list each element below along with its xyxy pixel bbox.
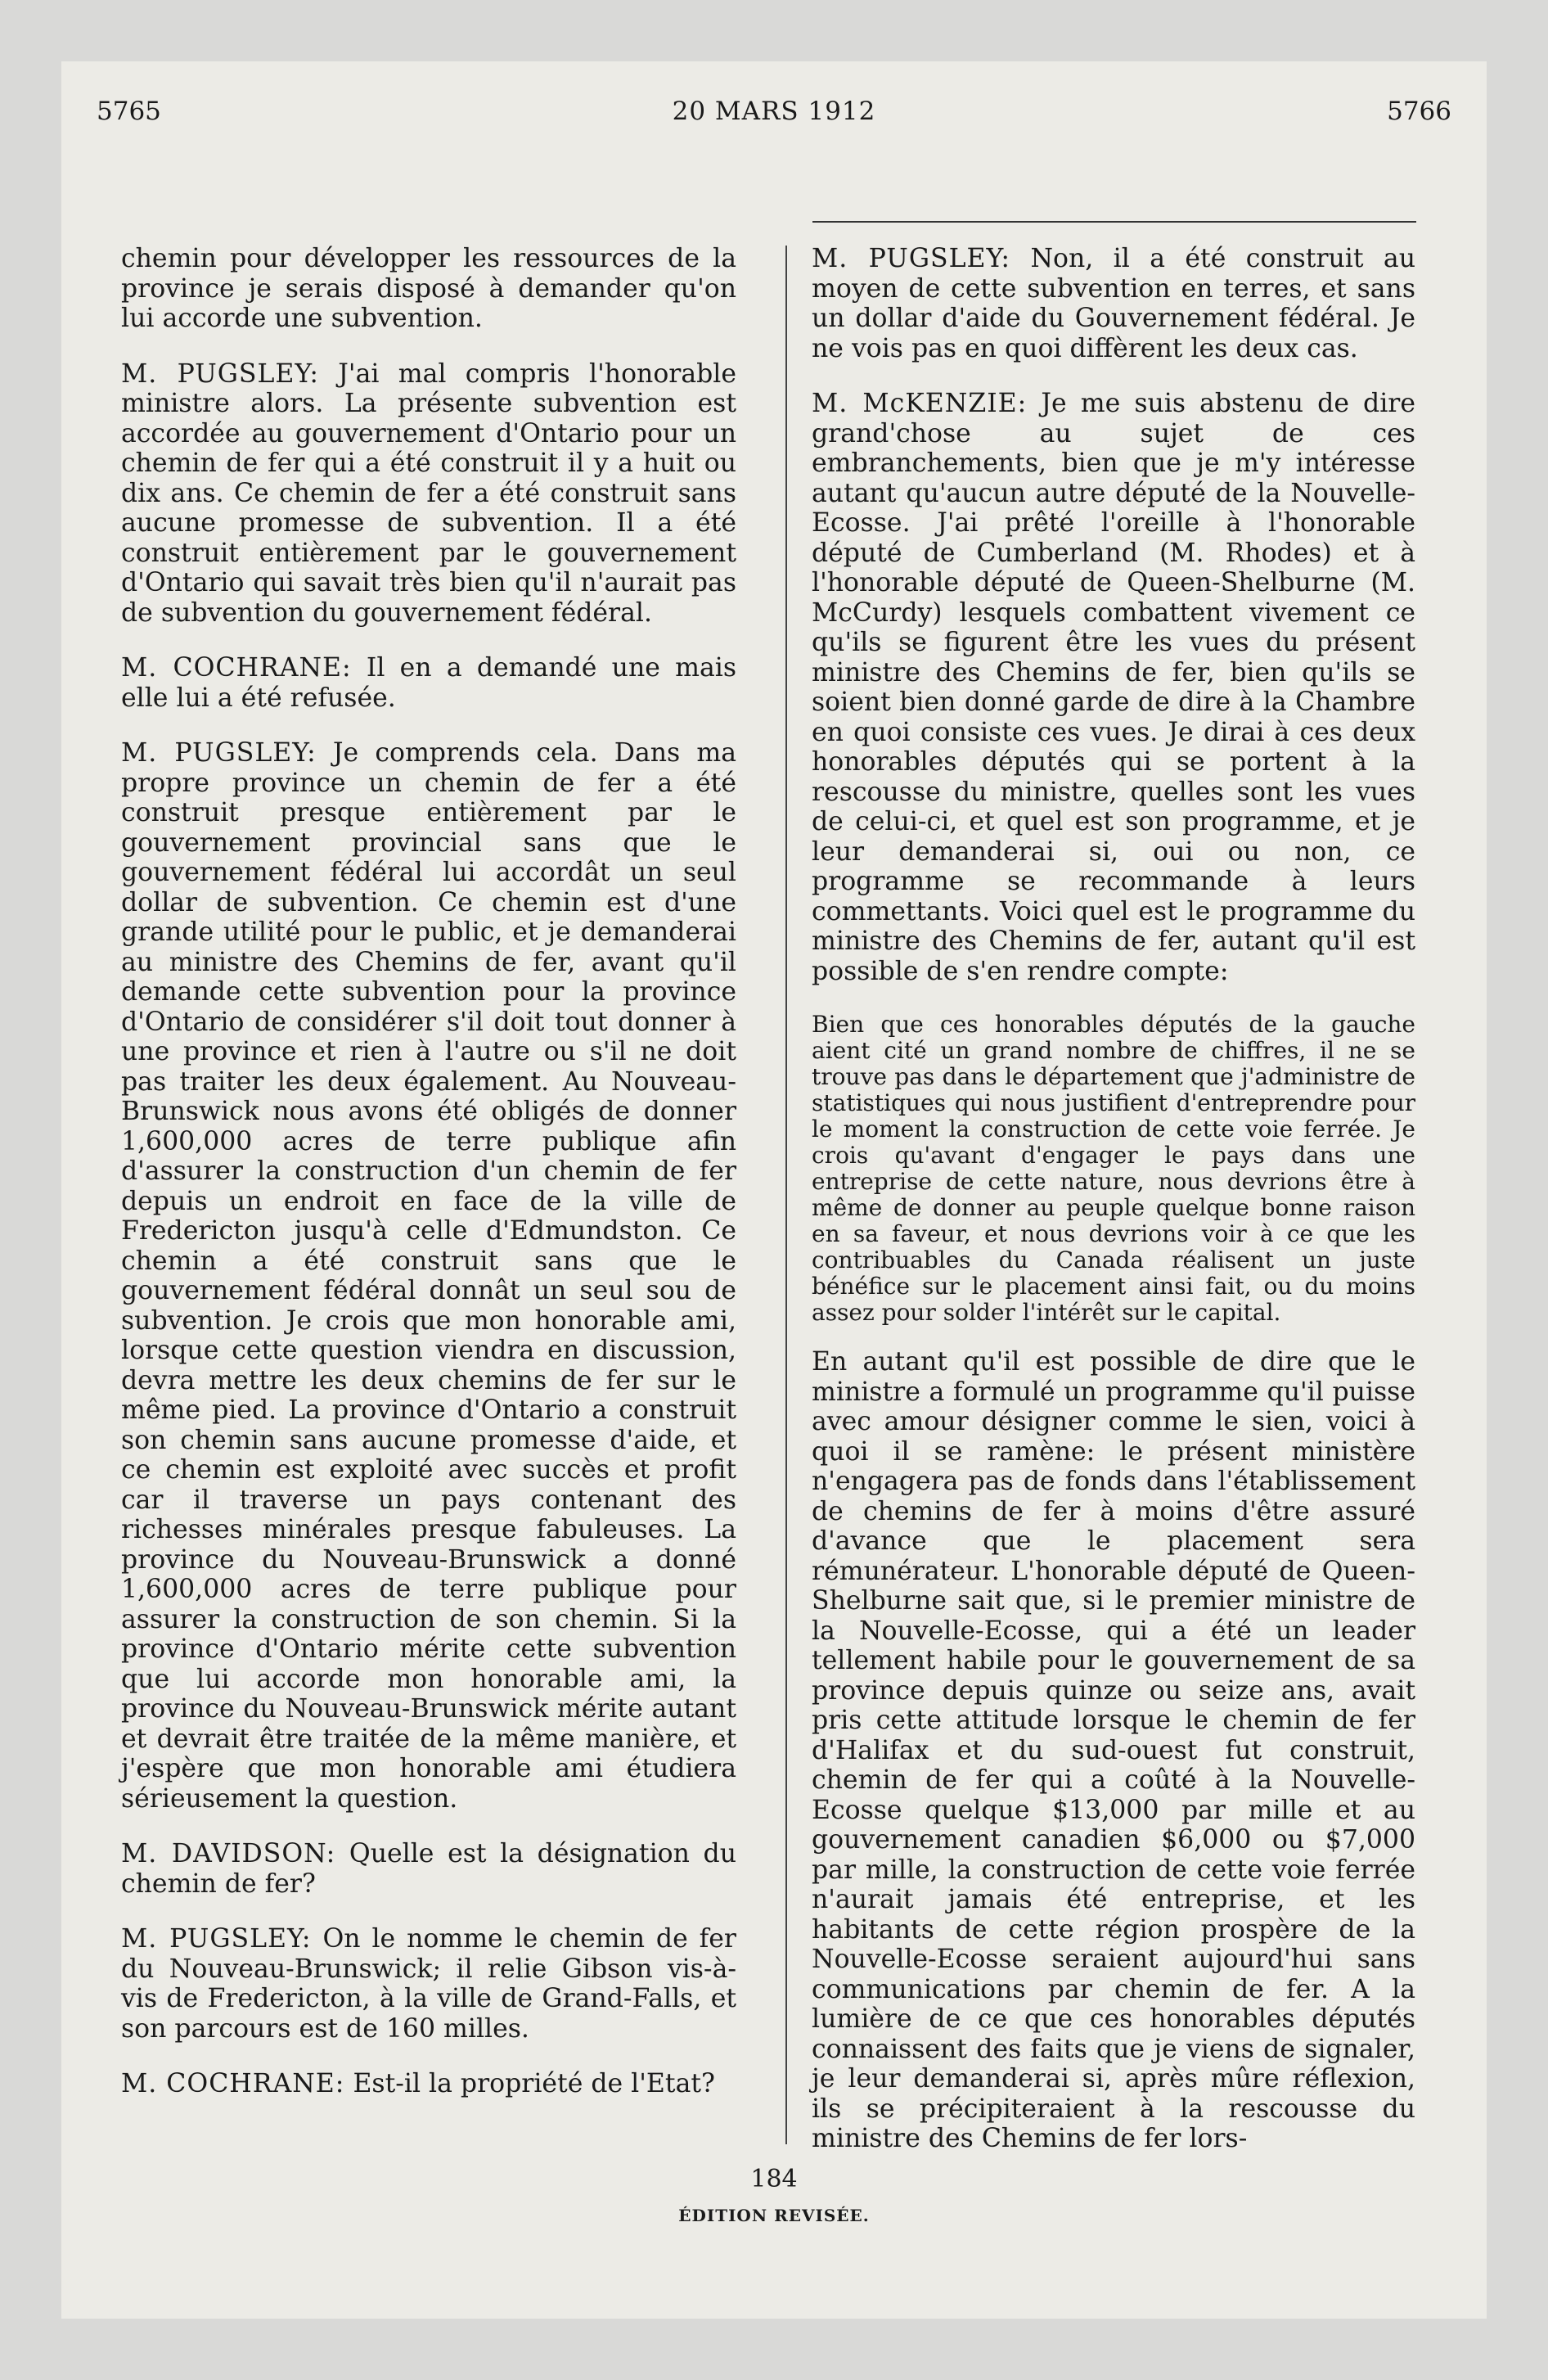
paragraph-text: J'ai mal compris l'honorable ministre alors. La présente subvention est accordée au gouvernement d'Ontario pour un chemin de fer qui a été construit il y a huit ou dix ans. Ce chemin de fer a été construit sans aucune promesse de subvention. Il a été construit entièrement par le gouvernement d'Ontario qui savait très bien qu'il n'aurait pas de subvention du gouvernement fédéral. xyxy=(121,358,736,628)
speaker-name: M. DAVIDSON: xyxy=(121,1839,336,1868)
paragraph-text: Est-il la propriété de l'Etat? xyxy=(353,2069,715,2098)
paragraph-text: Quelle est la désignation du chemin de fer? xyxy=(121,1839,736,1899)
paragraph xyxy=(121,2069,736,2099)
paragraph xyxy=(121,1839,736,1899)
page-number-left: 5765 xyxy=(97,97,161,126)
footer-edition: ÉDITION REVISÉE. xyxy=(678,2206,870,2225)
speaker-name: M. PUGSLEY: xyxy=(121,738,317,768)
paragraph-text: En autant qu'il est possible de dire que le ministre a formulé un programme qu'il puisse avec amour désigner comme le sien, voici à quoi il se ramène: le présent ministère n'engagera pas de fonds dans l'établissement de chemins de fer à moins d'être assuré d'avance que le placement sera rémunérateur. L'honorable député de Queen-Shelburne sait que, si le premier ministre de la Nouvelle-Ecosse, qui a été un leader tellement habile pour le gouvernement de sa province depuis quinze ou seize ans, avait pris cette attitude lorsque le chemin de fer d'Halifax et du sud-ouest fut construit, chemin de fer qui a coûté à la Nouvelle-Ecosse quelque $13,000 par mille et au gouvernement canadien $6,000 ou $7,000 par mille, la construction de cette voie ferrée n'aurait jamais été entreprise, et les habitants de cette région prospère de la Nouvelle-Ecosse seraient aujourd'hui sans communications par chemin de fer. A la lumière de ce que ces honorables députés connaissent des faits que je viens de signaler, je leur demanderai si, après mûre réflexion, ils se précipiteraient à la rescousse du ministre des Chemins de fer lors- xyxy=(812,1347,1415,2153)
right-column xyxy=(812,244,1415,2179)
page-date: 20 MARS 1912 xyxy=(672,97,876,126)
speaker-name: M. COCHRANE: xyxy=(121,2069,345,2098)
speaker-name: M. COCHRANE: xyxy=(121,653,352,683)
paragraph-text: On le nomme le chemin de fer du Nouveau-Brunswick; il relie Gibson vis-à-vis de Fredericton, à la ville de Grand-Falls, et son parcours est de 160 milles. xyxy=(121,1924,736,2044)
paragraph-text: Non, il a été construit au moyen de cette subvention en terres, et sans un dollar d'aide du Gouvernement fédéral. Je ne vois pas en quoi diffèrent les deux cas. xyxy=(812,244,1415,363)
paragraph-text: chemin pour développer les ressources de la province je serais disposé à demander qu'on lui accorde une subvention. xyxy=(121,244,736,333)
paragraph xyxy=(121,653,736,713)
speaker-name: M. PUGSLEY: xyxy=(121,1924,312,1954)
page-header xyxy=(97,97,1451,146)
paragraph-text: Bien que ces honorables députés de la gauche aient cité un grand nombre de chiffres, il ne se trouve pas dans le département que j'administre de statistiques qui nous justifient d'entreprendre pour le moment la construction de cette voie ferrée. Je crois qu'avant d'engager le pays dans une entreprise de cette nature, nous devrions être à même de donner au peuple quelque bonne raison en sa faveur, et nous devrions voir à ce que les contribuables du Canada réalisent un juste bénéfice sur le placement ainsi fait, ou du moins assez pour solder l'intérêt sur le capital. xyxy=(812,1011,1415,1326)
paragraph-text: Il en a demandé une mais elle lui a été refusée. xyxy=(121,653,737,713)
speaker-name: M. McKENZIE: xyxy=(812,389,1028,418)
paragraph xyxy=(812,244,1415,363)
footer-page-number: 184 xyxy=(750,2165,798,2193)
paragraph xyxy=(812,389,1415,986)
paragraph xyxy=(121,244,736,334)
left-column xyxy=(121,244,736,2125)
paragraph-text: Je me suis abstenu de dire grand'chose au sujet de ces embranchements, bien que je m'y intéresse autant qu'aucun autre député de la Nouvelle-Ecosse. J'ai prêté l'oreille à l'honorable député de Cumberland (M. Rhodes) et à l'honorable député de Queen-Shelburne (M. McCurdy) lesquels combattent vivement ce qu'ils se figurent être les vues du présent ministre des Chemins de fer, bien qu'ils se soient bien donné garde de dire à la Chambre en quoi consiste ces vues. Je dirai à ces deux honorables députés qui se portent à la rescousse du ministre, quelles sont les vues de celui-ci, et quel est son programme, et je leur demanderai si, oui ou non, ce programme se recommande à leurs commettants. Voici quel est le programme du ministre des Chemins de fer, autant qu'il est possible de s'en rendre compte: xyxy=(812,389,1415,986)
column-divider xyxy=(785,246,787,2144)
speaker-name: M. PUGSLEY: xyxy=(812,244,1011,273)
paragraph xyxy=(121,738,736,1814)
paragraph xyxy=(812,1347,1415,2154)
page-number-right: 5766 xyxy=(1387,97,1451,126)
paragraph-text: Je comprends cela. Dans ma propre province un chemin de fer a été construit presque entièrement par le gouvernement provincial sans que le gouvernement fédéral lui accordât un seul dollar de subvention. Ce chemin est d'une grande utilité pour le public, et je demanderai au ministre des Chemins de fer, avant qu'il demande cette subvention pour la province d'Ontario de considérer s'il doit tout donner à une province et rien à l'autre ou s'il ne doit pas traiter les deux également. Au Nouveau-Brunswick nous avons été obligés de donner 1,600,000 acres de terre publique afin d'assurer la construction d'un chemin de fer depuis un endroit en face de la ville de Fredericton jusqu'à celle d'Edmundston. Ce chemin a été construit sans que le gouvernement fédéral donnât un seul sou de subvention. Je crois que mon honorable ami, lorsque cette question viendra en discussion, devra mettre les deux chemins de fer sur le même pied. La province d'Ontario a construit son chemin sans aucune promesse d'aide, et ce chemin est exploité avec succès et profit car il traverse un pays contenant des richesses minérales presque fabuleuses. La province du Nouveau-Brunswick a donné 1,600,000 acres de terre publique pour assurer la construction de son chemin. Si la province d'Ontario mérite cette subvention que lui accorde mon honorable ami, la province du Nouveau-Brunswick mérite autant et devrait être traitée de la même manière, et j'espère que mon honorable ami étudiera sérieusement la question. xyxy=(121,738,736,1814)
paragraph xyxy=(121,1924,736,2044)
paragraph xyxy=(121,359,736,629)
quoted-paragraph xyxy=(812,1012,1415,1326)
speaker-name: M. PUGSLEY: xyxy=(121,358,319,389)
header-rule xyxy=(812,221,1416,223)
